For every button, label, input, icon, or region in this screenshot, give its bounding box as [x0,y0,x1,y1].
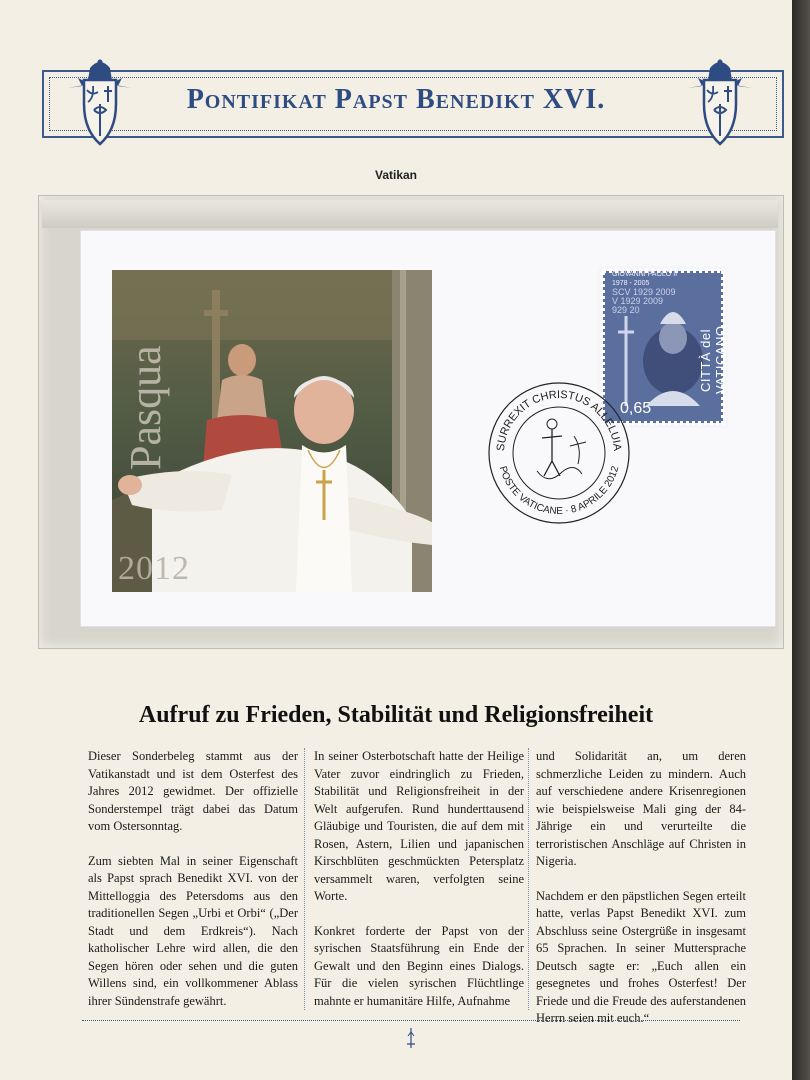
paragraph: In seiner Osterbotschaft hatte der Heilige Vater zuvor eindringlich zu Frieden, Stabilität und Religionsfreiheit in der Welt aufgerufen. Rund hunderttausend Gläubige und Touristen, die auf dem mit Rosen, Astern, Lilien und japanischen Kirschblüten geschmückten Petersplatz versammelt waren, verfolgten seine Worte. [314,749,524,903]
special-postmark [482,376,636,530]
paragraph: Nachdem er den päpstlichen Segen erteilt hatte, verlas Papst Benedikt XVI. zum Abschluss seine Ostergrüße in insgesamt 65 Sprachen. In seiner Muttersprache Deutsch sagte er: „Euch allen ein gesegnetes und frohes Osterfest! Der Friede und die Freude des auferstandenen Herrn seien mit euch.“ [536,888,746,1025]
stamp-value: 0,65 [620,400,652,417]
paragraph: Dieser Sonderbeleg stammt aus der Vatikanstadt und ist dem Osterfest des Jahres 2012 gewidmet. Der offizielle Sonderstempel trägt dabei das Datum vom Ostersonntag. [88,749,298,833]
stamp-country-text: CITTÀ del VATICANO [698,325,728,395]
papal-crest-icon [60,58,140,150]
column-divider [528,748,529,1010]
svg-text:Pasqua: Pasqua [121,345,170,470]
column-divider [304,748,305,1010]
article-body [88,748,746,1025]
footer-ornament-icon [405,1028,417,1048]
footer-rule [82,1020,740,1021]
paragraph: und Solidarität an, um deren schmerzliche Leiden zu mindern. Auch auf verschiedene andere Krisenregionen wie beispielsweise Mali ging der 84-Jährige ein und verurteilte die terroristischen Anschläge auf Christen in Nigeria. [536,749,746,868]
svg-text:SURREXIT CHRISTUS ALLELUIA: SURREXIT CHRISTUS ALLELUIA [494,388,624,452]
photo-year: 2012 [118,550,190,587]
album-binding-edge [792,0,810,1080]
papal-crest-icon [680,58,760,150]
article-column-2 [314,748,524,1027]
pasqua-watermark [118,270,178,480]
article-column-3 [536,748,746,1045]
paragraph: Zum siebten Mal in seiner Eigenschaft als Papst sprach Benedikt XVI. von der Mittelloggia des Petersdoms aus den traditionellen Segen „Urbi et Orbi“ („Der Stadt und dem Erdkreis“). Nach katholischer Lehre wird allen, die den Segen hören oder sehen und die guten Willens sind, ein vollkommener Ablass ihrer Sündenstrafe gewährt. [88,853,298,1008]
stamp-inscription: GIOVANNI PAOLO II 1978 - 2005 SCV 1929 2009 V 1929 2009 929 20 [612,271,678,315]
page-title: Pontifikat Papst Benedikt XVI. [186,84,606,115]
article-title: Aufruf zu Frieden, Stabilität und Religionsfreiheit [138,702,654,728]
mount-strip [42,200,778,228]
article-column-1 [88,748,298,1027]
country-label: Vatikan [374,168,418,182]
paragraph: Konkret forderte der Papst von der syrischen Staatsführung ein Ende der Gewalt und den Beginn eines Dialogs. Für die vielen syrischen Flüchtlinge mahnte er humanitäre Hilfe, Aufnahme [314,923,524,1008]
svg-text:POSTE VATICANE · 8 APRILE 2012: POSTE VATICANE · 8 APRILE 2012 [496,464,622,518]
